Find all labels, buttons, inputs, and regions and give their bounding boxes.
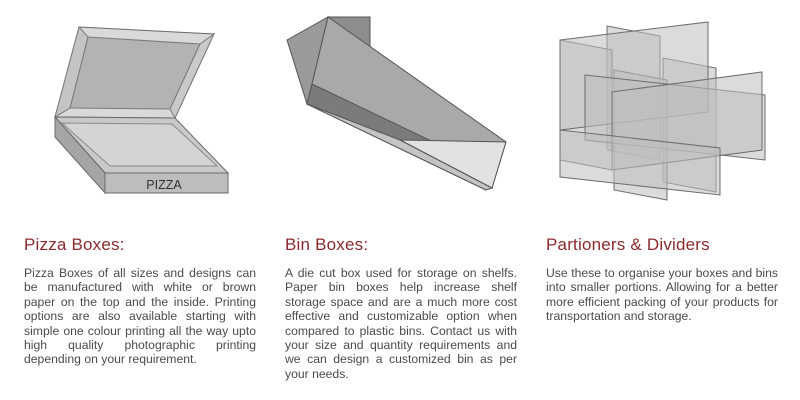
bin-box-illustration (285, 0, 525, 205)
pizza-box-label: PIZZA (146, 178, 182, 192)
partitioners-description: Use these to organise your boxes and bins into smaller portions. Allowing for a better more efficient packing of your products for transportation and storage. (546, 266, 778, 324)
bin-boxes-title: Bin Boxes: (285, 235, 369, 254)
pizza-boxes-description: Pizza Boxes of all sizes and designs can be manufactured with white or brown paper on the top and the inside. Printing options are also available starting with simple one colour printing all the way upto high quality photographic printing depending on your requirement. (24, 266, 256, 367)
partitioners-section (546, 234, 778, 324)
bin-boxes-description: A die cut box used for storage on shelfs. Paper bin boxes help increase shelf storage space and are a much more cost effective and customizable option when compared to plastic bins. Contact us with your size and quantity requirements and we can design a customized bin as per your needs. (285, 266, 517, 381)
pizza-box-illustration (40, 0, 240, 205)
partitioners-title: Partioners & Dividers (546, 235, 710, 254)
dividers-illustration (555, 0, 780, 205)
bin-boxes-section (285, 234, 517, 381)
pizza-boxes-title: Pizza Boxes: (24, 235, 125, 254)
pizza-boxes-section (24, 234, 256, 367)
